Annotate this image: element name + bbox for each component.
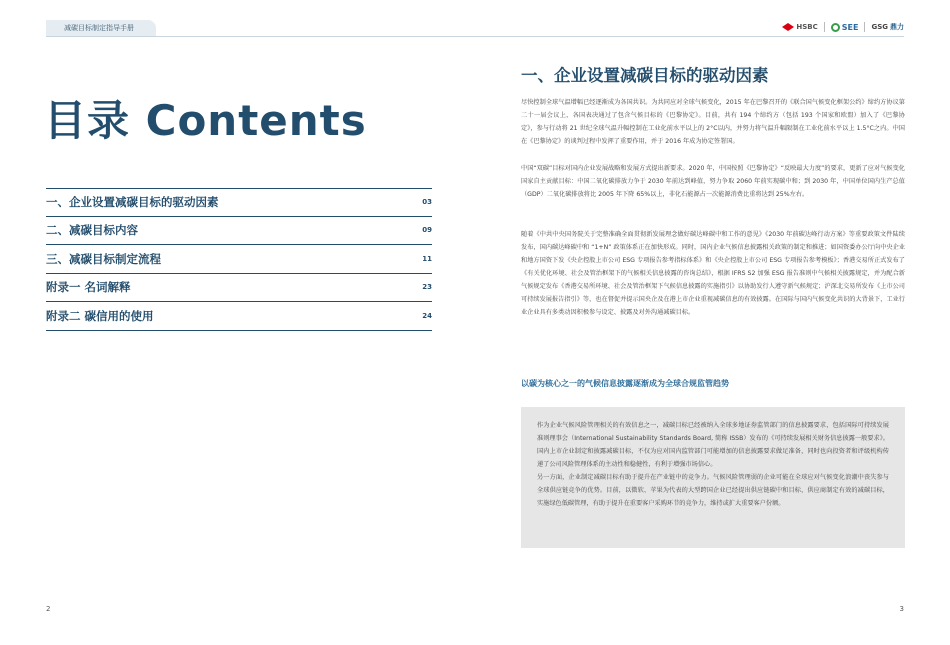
see-logo <box>831 23 859 32</box>
toc-item-label: 二、减碳目标内容 <box>46 223 138 238</box>
toc-item-label: 附录一 名词解释 <box>46 280 131 295</box>
subheading: 以碳为核心之一的气候信息披露逐渐成为全球合规监管趋势 <box>521 379 729 388</box>
logo-divider <box>864 22 865 32</box>
toc-item-label: 一、企业设置减碳目标的驱动因素 <box>46 195 219 210</box>
body-paragraph: 随着《中共中央国务院关于完整准确全面贯彻新发展理念做好碳达峰碳中和工作的意见》《2030 年前碳达峰行动方案》等重要政策文件陆续发布，国内碳达峰碳中和 “1+N” 政策体系正在加快形成。同时，国内企业气候信息披露相关政策的制定和推进；如国资委办公厅向中央企业和地方国资下发《央企控股上市公司 ESG 专项报告参考指标体系》和《央企控股上市公司 ESG 专项报告参考模板》；香港交易所正式发布了《有关优化环境、社会及管治框架下的气候相关信息披露的咨询总结》，根据 IFRS S2 加强 ESG 报告准则中气候相关披露规定，并为配合新气候规定发布《香港交易所环境、社会及管治框架下气候信息披露的实施指引》以协助发行人遵守新气候规定；沪深北交易所发布《上市公司可持续发展报告指引》等，也在督促并提示国央企及在港上市企业重视减碳信息的有效披露。在国际与国内气候变化共识的大背景下，工业行业企业具有多类动因积极参与设定、披露及对外沟通减碳目标。 <box>521 231 905 316</box>
hsbc-logo-text: HSBC <box>796 23 818 31</box>
logo-divider <box>824 22 825 32</box>
body-paragraph: 尽快控制全球气温增幅已经逐渐成为各国共识。为共同应对全球气候变化，2015 年在巴黎召开的《联合国气候变化框架公约》缔约方协议第二十一届会议上，各国表决通过了包含气候目标的《巴黎协定》。目前，共有 194 个缔约方（包括 193 个国家和欧盟）加入了《巴黎协定》，参与行动将 21 世纪全球气温升幅控制在工业化前水平以上的 2°C以内，并努力将气温升幅限制在工业化前水平以上 1.5°C之内。中国在《巴黎协定》的谈判过程中发挥了重要作用，并于 2016 年成为协定签署国。 <box>521 99 905 145</box>
highlight-box <box>521 407 905 548</box>
header-tab-label: 减碳目标制定指导手册 <box>64 24 134 32</box>
body-paragraph: 中国“双碳”目标对国内企业发展战略和发展方式提出新要求。2020 年，中国按照《巴黎协定》“反映最大力度”的要求，更新了应对气候变化国家自主贡献目标：中国二氧化碳排放力争于 2030 年前达到峰值，努力争取 2060 年前实现碳中和；到 2030 年，中国单位国内生产总值（GDP）二氧化碳排放将比 2005 年下降 65%以上，非化石能源占一次能源消费比重将达到 25%左右。 <box>521 165 905 198</box>
toc-item[interactable] <box>46 188 432 217</box>
gsg-logo-cn: 鼎力 <box>890 23 904 31</box>
toc-item-label: 附录二 碳信用的使用 <box>46 308 154 323</box>
hsbc-hexagon-icon <box>782 23 794 31</box>
toc-item-label: 三、减碳目标制定流程 <box>46 251 161 266</box>
see-logo-text: SEE <box>841 22 859 32</box>
right-page-number: 3 <box>899 605 904 613</box>
toc-item-page: 11 <box>422 254 432 263</box>
see-circle-icon <box>831 23 840 32</box>
toc-item-page: 09 <box>422 226 432 235</box>
toc-item[interactable] <box>46 245 432 274</box>
gsg-logo <box>871 22 904 32</box>
toc-item[interactable] <box>46 274 432 303</box>
box-paragraph: 另一方面，企业制定减碳目标有助于提升在产业链中的竞争力。气候风险管理弱的企业可能在全球应对气候变化浪潮中丧失参与全球供应链竞争的优势。目前，以微软、苹果为代表的大型跨国企业已经提出供应链碳中和目标，供应商制定有效的减碳目标，实施绿色低碳管理，有助于提升在重要客户采购环节的竞争力，维持或扩大重要客户份额。 <box>537 474 889 507</box>
gsg-logo-text: GSG <box>871 23 888 31</box>
partner-logos <box>782 20 904 34</box>
contents-title: 目录 Contents <box>44 96 367 145</box>
toc-item[interactable] <box>46 217 432 246</box>
toc-item[interactable] <box>46 302 432 331</box>
table-of-contents <box>46 188 432 331</box>
toc-item-page: 03 <box>422 198 432 207</box>
header-tab <box>46 20 156 37</box>
left-page-number: 2 <box>46 605 51 613</box>
toc-item-page: 24 <box>422 311 432 320</box>
hsbc-logo <box>782 23 817 31</box>
toc-item-page: 23 <box>422 283 432 292</box>
section-title: 一、企业设置减碳目标的驱动因素 <box>521 66 769 85</box>
box-paragraph: 作为企业气候风险管理相关的有效信息之一，减碳目标已经被纳入全球多地证券监管部门的信息披露要求，包括国际可持续发展准则理事会（International Sustainability Standards Board, 简称 ISSB）发布的《可持续发展相关财务信息披露一般要求》。国内上市企业制定和披露减碳目标，不仅为应对国内监管部门可能增加的信息披露要求做足准备，同时也向投资者和评级机构传递了公司风险管理体系的主动性和稳健性，有利于增强市场信心。 <box>537 422 889 468</box>
header-divider <box>46 36 904 37</box>
